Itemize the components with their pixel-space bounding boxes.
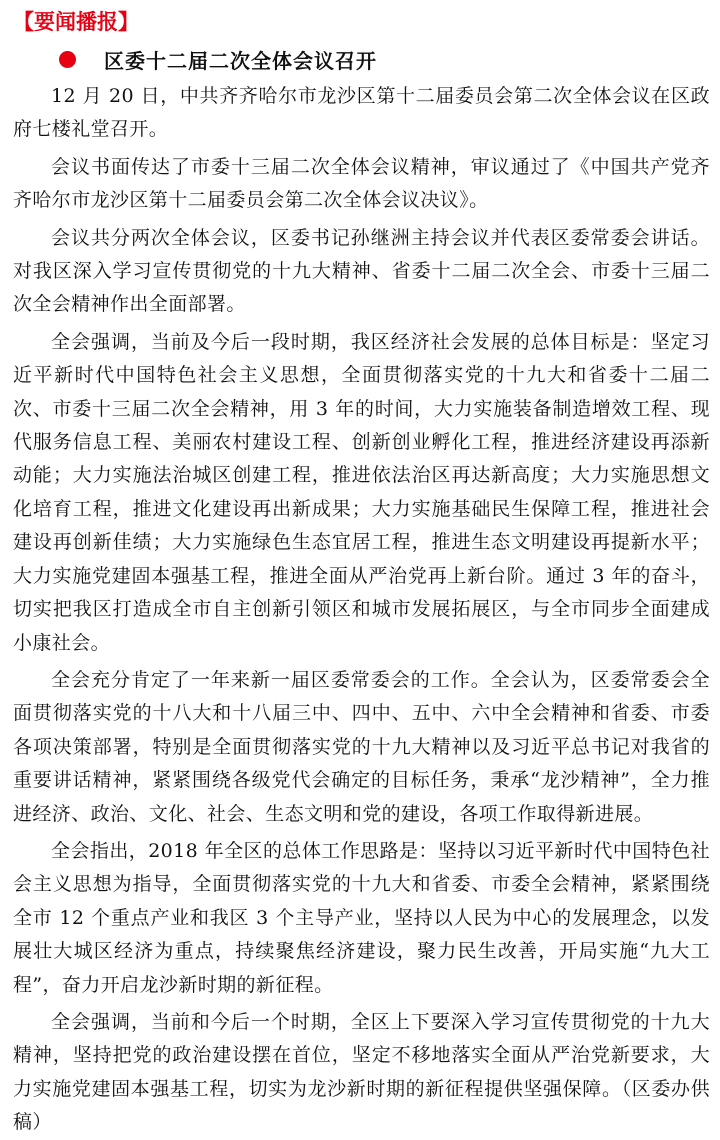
paragraph-1: 12 月 20 日，中共齐齐哈尔市龙沙区第十二届委员会第二次全体会议在区政府七楼礼堂召开。 bbox=[13, 85, 710, 141]
paragraph-5: 全会充分肯定了一年来新一届区委常委会的工作。全会认为，区委常委会全面贯彻落实党的十八大和十八届三中、四中、五中、六中全会精神和省委、市委各项决策部署，特别是全面贯彻落实党的十九大精神以及习近平总书记对我省的重要讲话精神，紧紧围绕各级党代会确定的目标任务，秉承“龙沙精神”，全力推进经济、政治、文化、社会、生态文明和党的建设，各项工作取得新进展。 bbox=[13, 668, 710, 825]
article-headline: 区委十二届二次全体会议召开 bbox=[104, 48, 377, 73]
paragraph-2: 会议书面传达了市委十三届二次全体会议精神，审议通过了《中国共产党齐齐哈尔市龙沙区第十二届委员会第二次全体会议决议》。 bbox=[13, 155, 710, 212]
article-body bbox=[13, 80, 710, 1140]
paragraph-6: 全会指出，2018 年全区的总体工作思路是：坚持以习近平新时代中国特色社会主义思想为指导，全面贯彻落实党的十九大和省委、市委全会精神，紧紧围绕全市 12 个重点产业和我区 3 个主导产业，坚持以人民为中心的发展理念，以发展壮大城区经济为重点，持续聚焦经济建设，聚力民生改善，开局实施“九大工程”，奋力开启龙沙新时期的新征程。 bbox=[13, 839, 710, 996]
headline-row bbox=[59, 44, 710, 74]
paragraph-7: 全会强调，当前和今后一个时期，全区上下要深入学习宣传贯彻党的十九大精神，坚持把党的政治建设摆在首位，坚定不移地落实全面从严治党新要求，大力实施党建固本强基工程，切实为龙沙新时期的新征程提供坚强保障。（区委办供稿） bbox=[13, 1010, 710, 1134]
paragraph-4: 全会强调，当前及今后一段时期，我区经济社会发展的总体目标是：坚定习近平新时代中国特色社会主义思想，全面贯彻落实党的十九大和省委十二届二次、市委十三届二次全会精神，用 3 年的时间，大力实施装备制造增效工程、现代服务信息工程、美丽农村建设工程、创新创业孵化工程，推进经济建设再添新动能；大力实施法治城区创建工程，推进依法治区再达新高度；大力实施思想文化培育工程，推进文化建设再出新成果；大力实施基础民生保障工程，推进社会建设再创新佳绩；大力实施绿色生态宜居工程，推进生态文明建设再提新水平；大力实施党建固本强基工程，推进全面从严治党再上新台阶。通过 3 年的奋斗，切实把我区打造成全市自主创新引领区和城市发展拓展区，与全市同步全面建成小康社会。 bbox=[13, 330, 710, 654]
section-tag: 【要闻播报】 bbox=[13, 10, 139, 34]
red-dot-bullet-icon bbox=[59, 51, 76, 68]
paragraph-3: 会议共分两次全体会议，区委书记孙继洲主持会议并代表区委常委会讲话。对我区深入学习宣传贯彻党的十九大精神、省委十二届二次全会、市委十三届二次全会精神作出全面部署。 bbox=[13, 226, 710, 316]
